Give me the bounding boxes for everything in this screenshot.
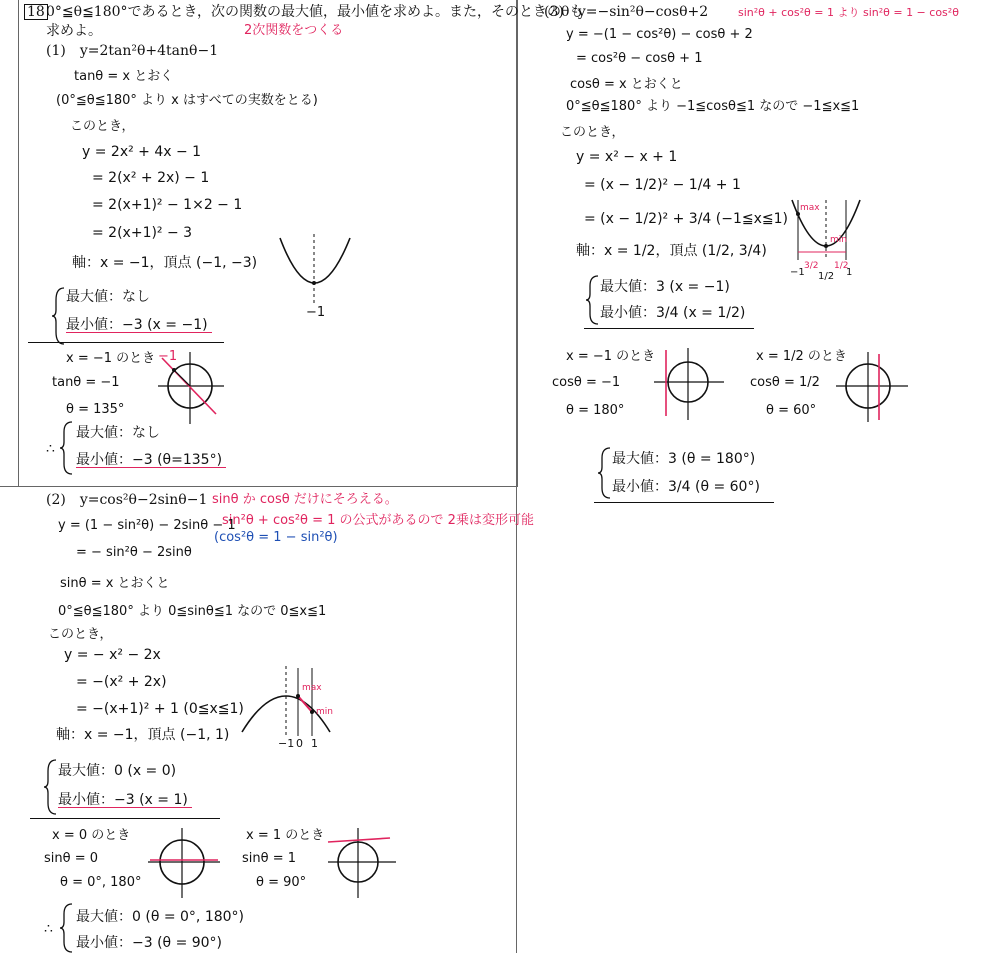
- part3-line: 0°≦θ≦180° より −1≦cosθ≦1 なので −1≦x≦1: [566, 99, 860, 114]
- part2-line: y = (1 − sin²θ) − 2sinθ − 1: [58, 518, 236, 533]
- part2-line: 0°≦θ≦180° より 0≦sinθ≦1 なので 0≦x≦1: [58, 604, 327, 619]
- part2-unit-circle-1: [146, 826, 226, 900]
- part3-graph-tick: −1: [790, 267, 805, 278]
- part2-graph-tick: 1: [311, 737, 318, 750]
- part2-line: y = − x² − 2x: [64, 647, 161, 663]
- part3-min: 最小値：3/4 (x = 1/2): [600, 305, 746, 321]
- part3-line: 軸：x = 1/2，頂点 (1/2, 3/4): [576, 243, 767, 259]
- part3-ans-max: 最大値：3 (θ = 180°): [612, 451, 756, 467]
- part3-title: (3) y=−sin²θ−cosθ+2: [544, 4, 709, 20]
- part3-line: y = −(1 − cos²θ) − cosθ + 2: [566, 27, 753, 42]
- part1-line: y = 2x² + 4x − 1: [82, 144, 202, 160]
- part2-note2: sin²θ + cos²θ = 1 の公式があるので 2乗は変形可能: [222, 513, 534, 528]
- part2-line: = −(x+1)² + 1 (0≦x≦1): [76, 701, 244, 717]
- min-point: [310, 710, 314, 714]
- part2-c1-line: sinθ = 0: [44, 851, 99, 866]
- part3-brace: [586, 274, 600, 326]
- part3-c1-line: cosθ = −1: [552, 375, 621, 390]
- part3-line: このとき，: [560, 125, 625, 140]
- part1-line: = 2(x+1)² − 1×2 − 1: [92, 197, 243, 213]
- part3-unit-circle-2: [834, 350, 914, 422]
- part3-line: = cos²θ − cosθ + 1: [576, 51, 703, 66]
- part2-c2-line: sinθ = 1: [242, 851, 297, 866]
- part3-max: 最大値：3 (x = −1): [600, 279, 730, 295]
- parabola-curve: [280, 238, 350, 283]
- part1-separator: [28, 342, 224, 343]
- part3-ans-min: 最小値：3/4 (θ = 60°): [612, 479, 760, 495]
- part2-c2-line: θ = 90°: [256, 875, 307, 890]
- part2-line: このとき，: [48, 627, 113, 642]
- part3-line: = (x − 1/2)² + 3/4 (−1≦x≦1): [584, 211, 788, 227]
- part3-c1-line: x = −1 のとき: [566, 349, 656, 364]
- part3-parabola: [786, 196, 866, 266]
- problem-note: 2次関数をつくる: [244, 23, 344, 38]
- problem-number: 18: [24, 4, 48, 20]
- part3-c1-line: θ = 180°: [566, 403, 625, 418]
- part1-line: (0°≦θ≦180° より x はすべての実数をとる): [56, 93, 318, 108]
- max-point: [296, 694, 300, 698]
- part3-c2-line: θ = 60°: [766, 403, 817, 418]
- part3-ans-brace: [598, 446, 612, 500]
- part3-ans-underline: [594, 502, 774, 503]
- part1-circle-label: −1: [158, 349, 178, 364]
- part2-note1: sinθ か cosθ だけにそろえる。: [212, 492, 398, 507]
- part2-graph-min: min: [316, 707, 333, 717]
- part2-parabola: [238, 664, 338, 744]
- part2-line: = − sin²θ − 2sinθ: [76, 545, 192, 560]
- part2-line: sinθ = x とおくと: [60, 576, 170, 591]
- part1-circle-line: θ = 135°: [66, 402, 125, 417]
- part1-line: = 2(x+1)² − 3: [92, 225, 193, 241]
- part1-brace: [52, 286, 66, 346]
- part3-graph-max: max: [800, 203, 820, 213]
- part2-graph-max: max: [302, 683, 322, 693]
- part1-max: 最大値：なし: [66, 289, 150, 305]
- part3-line: cosθ = x とおくと: [570, 77, 683, 92]
- part2-note3: (cos²θ = 1 − sin²θ): [214, 530, 338, 545]
- part3-c2-line: cosθ = 1/2: [750, 375, 820, 390]
- part2-brace: [44, 758, 58, 816]
- part1-ans-brace: [60, 420, 74, 476]
- part3-graph-width: 3/2: [804, 261, 819, 271]
- part1-title: (1) y=2tan²θ+4tanθ−1: [46, 43, 219, 59]
- part2-graph-tick: 0: [296, 737, 303, 750]
- problem-statement-2: 求めよ。: [46, 23, 102, 39]
- problem-statement-1: 0°≦θ≦180°であるとき，次の関数の最大値，最小値を求めよ。また，そのときのθも: [46, 4, 584, 20]
- part1-circle-line: x = −1 のとき: [66, 351, 156, 366]
- part3-graph-tick: 1/2: [818, 271, 835, 282]
- part2-c2-line: x = 1 のとき: [246, 828, 325, 843]
- part1-circle-line: tanθ = −1: [52, 375, 120, 390]
- part3-separator: [584, 328, 754, 329]
- part2-ans-max: 最大値：0 (θ = 0°, 180°): [76, 909, 245, 925]
- part2-ans-min: 最小値：−3 (θ = 90°): [76, 935, 223, 951]
- part3-graph-min: min: [830, 235, 847, 245]
- part2-c1-line: x = 0 のとき: [52, 828, 131, 843]
- part2-min: 最小値：−3 (x = 1): [58, 793, 192, 808]
- part3-line: = (x − 1/2)² − 1/4 + 1: [584, 177, 741, 193]
- part2-graph-tick: −1: [278, 737, 295, 750]
- part3-line: y = x² − x + 1: [576, 149, 678, 165]
- part2-max: 最大値：0 (x = 0): [58, 763, 177, 779]
- part2-separator: [30, 818, 220, 819]
- part3-c2-line: x = 1/2 のとき: [756, 349, 847, 364]
- part1-graph-label: −1: [306, 305, 326, 320]
- part1-ans-min: 最小値：−3 (θ=135°): [76, 453, 226, 468]
- part2-line: 軸：x = −1，頂点 (−1, 1): [56, 727, 230, 743]
- vertex-point: [312, 281, 316, 285]
- part2-unit-circle-2: [324, 826, 404, 900]
- part1-therefore: ∴: [46, 441, 55, 457]
- min-point: [824, 244, 828, 248]
- part2-c1-line: θ = 0°, 180°: [60, 875, 142, 890]
- part1-line: このとき，: [70, 119, 135, 134]
- part2-ans-brace: [60, 902, 74, 954]
- part2-line: = −(x² + 2x): [76, 674, 167, 690]
- part2-title: (2) y=cos²θ−2sinθ−1: [46, 492, 208, 508]
- part1-line: 軸：x = −1，頂点 (−1, −3): [72, 255, 258, 271]
- part2-therefore: ∴: [44, 921, 53, 937]
- part1-unit-circle: [158, 349, 238, 432]
- part3-note: sin²θ + cos²θ = 1 より sin²θ = 1 − cos²θ: [738, 6, 959, 19]
- highlight: [298, 696, 312, 712]
- part3-graph-tick: 1: [846, 267, 853, 278]
- part1-ans-max: 最大値：なし: [76, 425, 160, 441]
- part3-divider: [516, 0, 517, 953]
- part1-line: = 2(x² + 2x) − 1: [92, 170, 210, 186]
- part1-line: tanθ = x とおく: [74, 69, 174, 84]
- part3-unit-circle-1: [650, 346, 730, 422]
- part1-min: 最小値：−3 (x = −1): [66, 318, 212, 333]
- part3-graph-width: 1/2: [834, 261, 849, 271]
